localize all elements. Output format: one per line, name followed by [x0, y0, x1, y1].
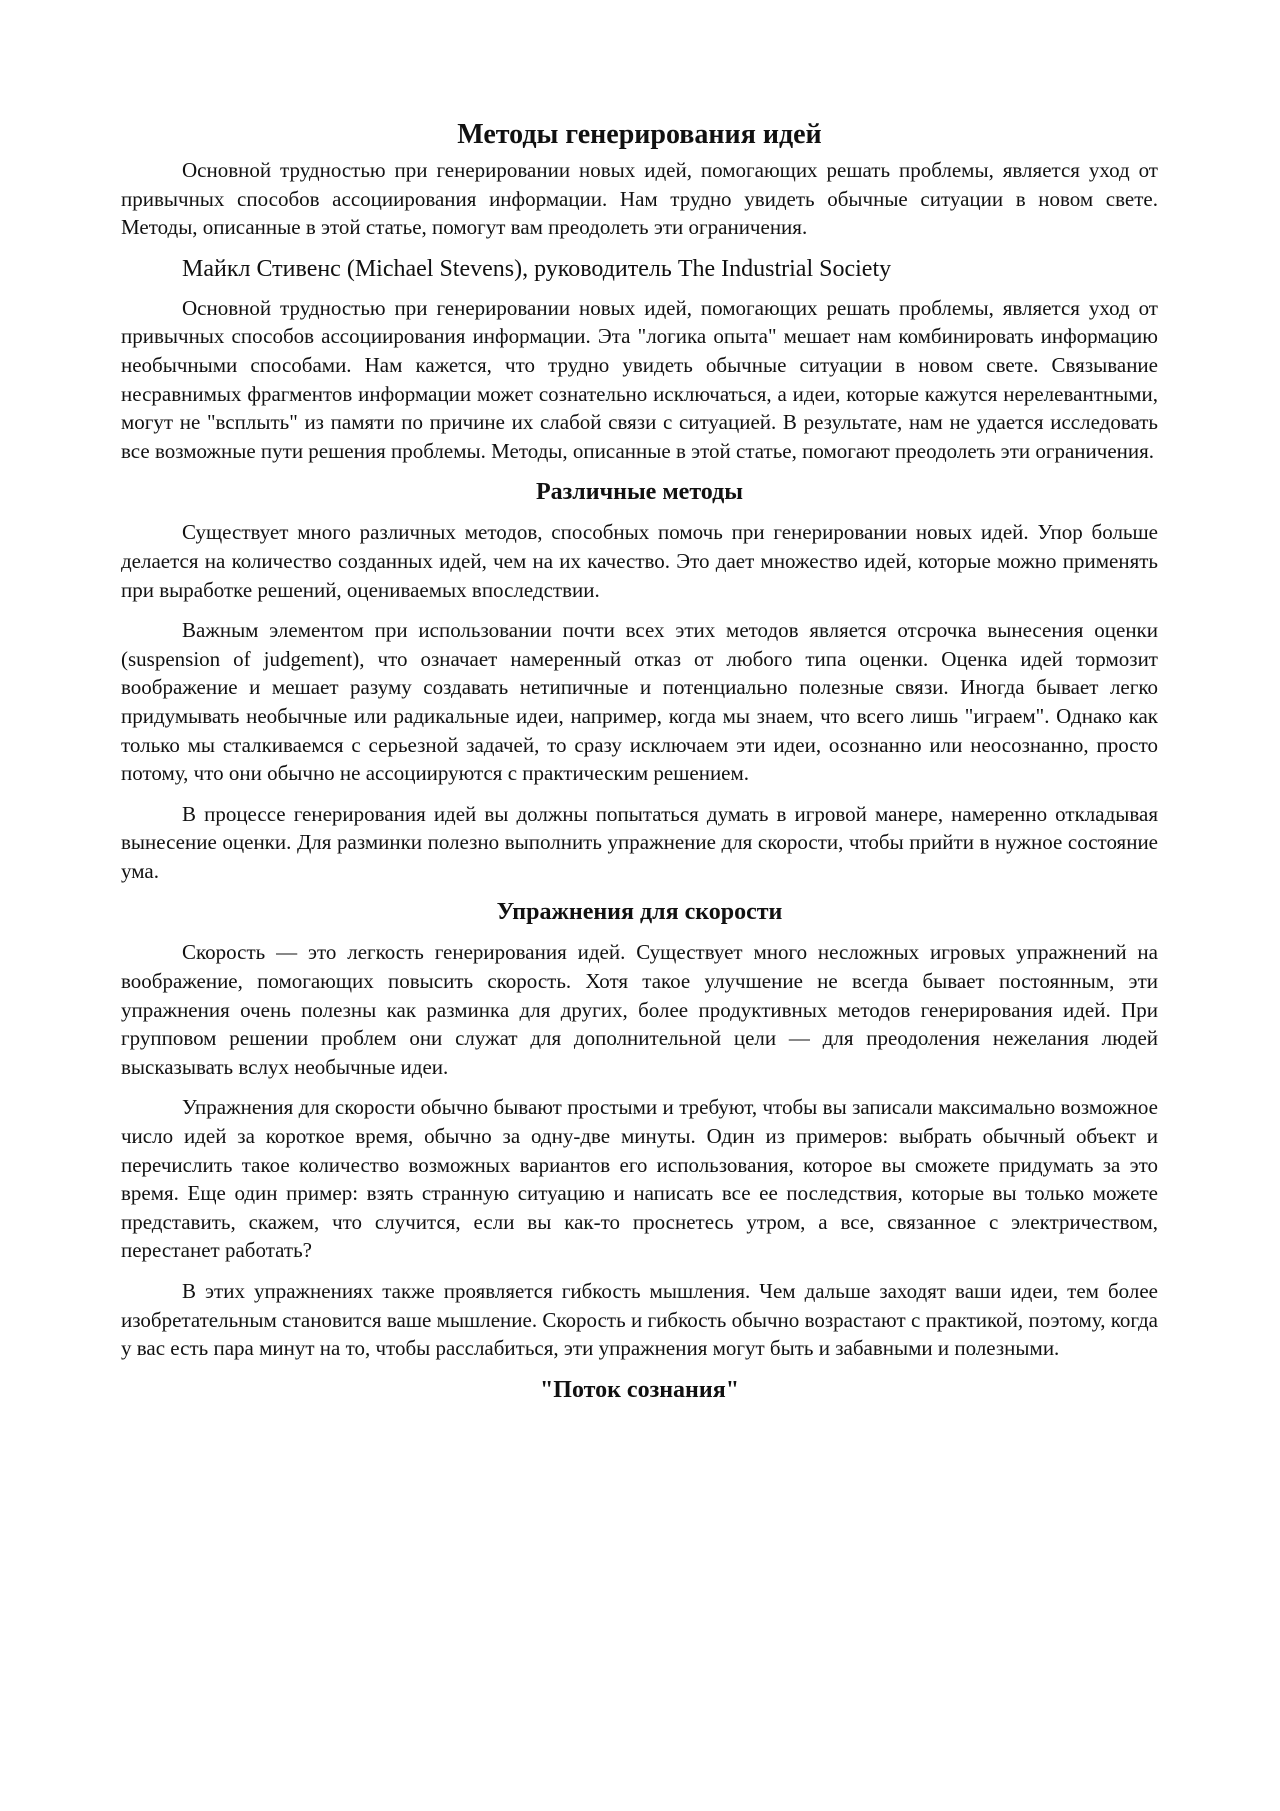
document-page: [121, 118, 1158, 1416]
section-speed-exercises: [121, 897, 1158, 1362]
section-paragraph: В процессе генерирования идей вы должны попытаться думать в игровой манере, намеренно откладывая вынесение оценки. Для разминки полезно выполнить упражнение для скорости, чтобы прийти в нужное состояние ума.: [121, 801, 1158, 883]
section-stream-of-consciousness: [121, 1375, 1158, 1405]
section-heading: Различные методы: [535, 479, 743, 506]
section-paragraph: В этих упражнениях также проявляется гибкость мышления. Чем дальше заходят ваши идеи, тем более изобретательным становится ваше мышление. Скорость и гибкость обычно возрастают с практикой, поэтому, когда у вас есть пара минут на то, чтобы расслабиться, эти упражнения могут быть и забавными и полезными.: [121, 1279, 1158, 1361]
document-title: Методы генерирования идей: [457, 119, 822, 150]
body-paragraph: Основной трудностью при генерировании новых идей, помогающих решать проблемы, является уход от привычных способов ассоциирования информации. Эта "логика опыта" мешает нам комбинировать информацию необычными способами. Нам кажется, что трудно увидеть обычные ситуации в новом свете. Связывание несравнимых фрагментов информации может сознательно исключаться, а идеи, которые кажутся нерелевантными, могут не "всплыть" из памяти по причине их слабой связи с ситуацией. В результате, нам не удается исследовать все возможные пути решения проблемы. Методы, описанные в этой статье, помогают преодолеть эти ограничения.: [121, 295, 1158, 463]
intro-paragraph: Основной трудностью при генерировании новых идей, помогающих решать проблемы, является уход от привычных способов ассоциирования информации. Нам трудно увидеть обычные ситуации в новом свете. Методы, описанные в этой статье, помогут вам преодолеть эти ограничения.: [121, 158, 1158, 240]
section-heading: "Поток сознания": [539, 1376, 740, 1403]
section-paragraph: Упражнения для скорости обычно бывают простыми и требуют, чтобы вы записали максимально возможное число идей за короткое время, обычно за одну-две минуты. Один из примеров: выбрать обычный объект и перечислить такое количество возможных вариантов его использования, которое вы сможете придумать за это время. Еще один пример: взять странную ситуацию и написать все ее последствия, которые вы только можете представить, скажем, что случится, если вы как-то проснетесь утром, а все, связанное с электричеством, перестанет работать?: [121, 1095, 1158, 1263]
section-heading: Упражнения для скорости: [496, 899, 783, 926]
section-various-methods: [121, 477, 1158, 885]
section-paragraph: Важным элементом при использовании почти всех этих методов является отсрочка вынесения оценки (suspension of judgement), что означает намеренный отказ от любого типа оценки. Оценка идей тормозит воображение и мешает разуму создавать нетипичные и потенциально полезные связи. Иногда бывает легко придумывать необычные или радикальные идеи, например, когда мы знаем, что всего лишь "играем". Однако как только мы сталкиваемся с серьезной задачей, то сразу исключаем эти идеи, осознанно или неосознанно, просто потому, что они обычно не ассоциируются с практическим решением.: [121, 618, 1158, 786]
section-paragraph: Существует много различных методов, способных помочь при генерировании новых идей. Упор больше делается на количество созданных идей, чем на их качество. Это дает множество идей, которые можно применять при выработке решений, оцениваемых впоследствии.: [121, 520, 1158, 602]
section-paragraph: Скорость — это легкость генерирования идей. Существует много несложных игровых упражнений на воображение, помогающих повысить скорость. Хотя такое улучшение не всегда бывает постоянным, эти упражнения очень полезны как разминка для других, более продуктивных методов генерирования идей. При групповом решении проблем они служат для дополнительной цели — для преодоления нежелания людей высказывать вслух необычные идеи.: [121, 940, 1158, 1079]
author-line: Майкл Стивенс (Michael Stevens), руководитель The Industrial Society: [182, 255, 892, 282]
